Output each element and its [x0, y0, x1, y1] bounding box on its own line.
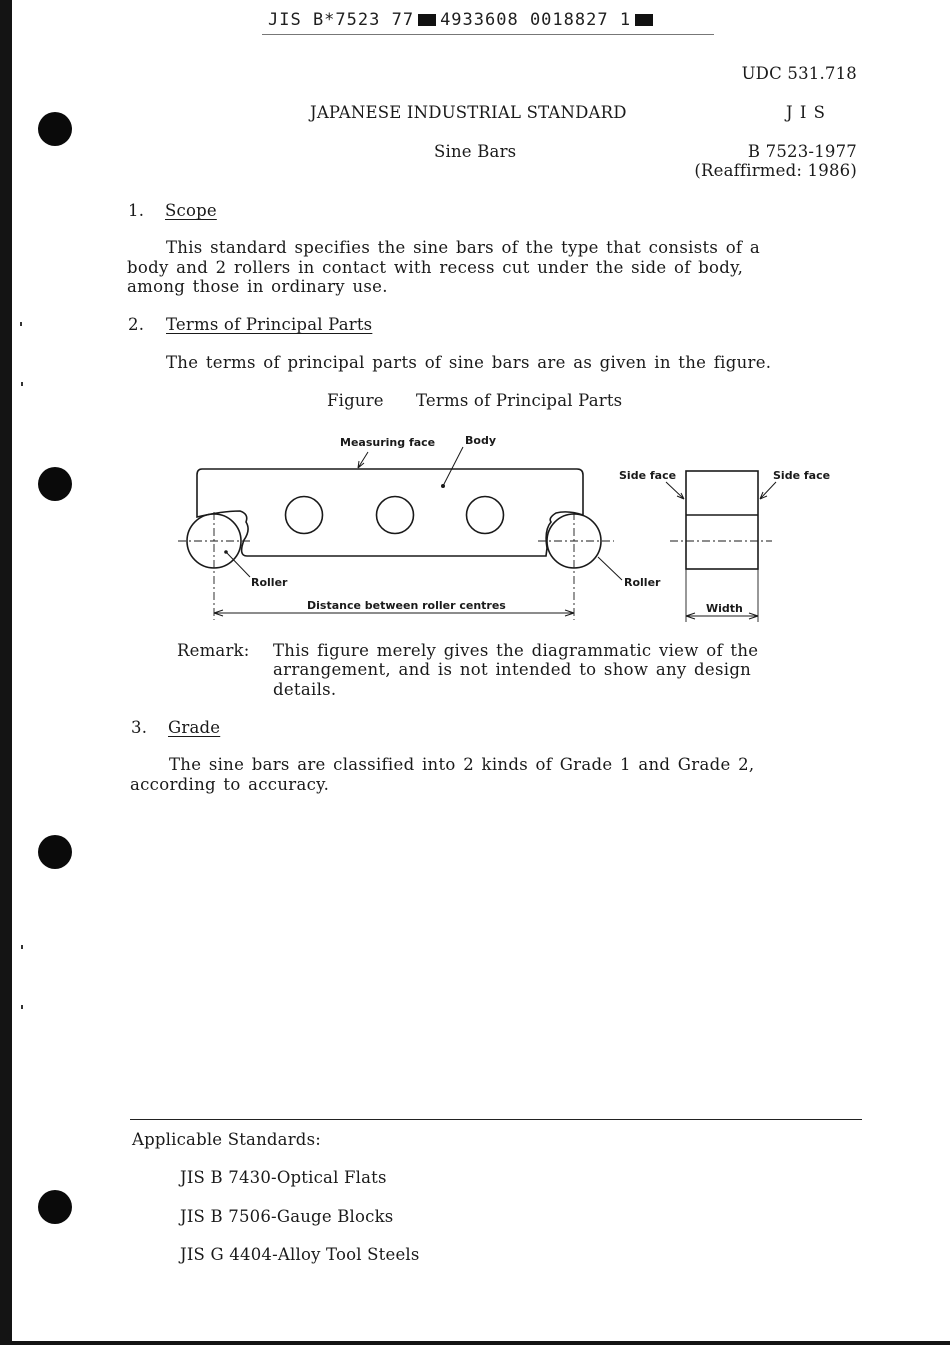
relief-hole — [377, 497, 414, 534]
remark-line-1: This figure merely gives the diagrammatic view of the — [273, 641, 759, 660]
punch-hole — [38, 1190, 72, 1224]
section-2-title: Terms of Principal Parts — [166, 315, 373, 334]
label-side-face-left: Side face — [619, 469, 677, 482]
terms-text: The terms of principal parts of sine bars are as given in the figure. — [166, 353, 772, 372]
code-part-1: JIS B*7523 77 — [268, 10, 415, 30]
label-measuring-face: Measuring face — [340, 436, 436, 449]
side-face-right-leader — [760, 482, 776, 499]
grade-line-1: The sine bars are classified into 2 kinds of Grade 1 and Grade 2, — [169, 755, 755, 774]
scope-line-1: This standard specifies the sine bars of the type that consists of a — [166, 238, 761, 257]
section-3-number: 3. — [131, 718, 148, 737]
roller-leader-dot — [224, 550, 228, 554]
section-3-title: Grade — [168, 718, 221, 737]
section-2-number: 2. — [128, 315, 145, 334]
applicable-standard-item: JIS G 4404-Alloy Tool Steels — [180, 1245, 420, 1264]
scope-line-3: among those in ordinary use. — [127, 277, 388, 296]
section-1-number: 1. — [128, 201, 145, 220]
scan-speck — [21, 1005, 23, 1009]
side-face-left-leader — [666, 482, 684, 499]
sine-bar-body — [197, 469, 583, 556]
applicable-standard-item: JIS B 7430-Optical Flats — [180, 1168, 387, 1187]
label-body: Body — [465, 434, 496, 447]
document-subject: Sine Bars — [434, 142, 517, 161]
body-leader-dot — [441, 484, 445, 488]
code-part-2: 4933608 0018827 1 — [440, 10, 632, 30]
label-roller-left: Roller — [251, 576, 288, 589]
label-roller-right: Roller — [624, 576, 661, 589]
figure-title: Terms of Principal Parts — [416, 391, 623, 410]
figure-label: Figure — [327, 391, 384, 410]
side-view-body — [686, 471, 758, 569]
remark-line-3: details. — [273, 680, 337, 699]
reaffirmed-date: (Reaffirmed: 1986) — [694, 161, 857, 180]
body-leader — [443, 447, 463, 486]
scan-speck — [21, 945, 23, 949]
jis-mark: J I S — [786, 103, 826, 122]
standard-number: B 7523-1977 — [747, 142, 857, 161]
punch-hole — [38, 835, 72, 869]
scan-bottom-edge — [0, 1341, 950, 1345]
remark-label: Remark: — [177, 641, 250, 660]
udc-number: UDC 531.718 — [741, 64, 857, 83]
scope-line-2: body and 2 rollers in contact with recess cut under the side of body, — [127, 258, 744, 277]
footer-rule — [130, 1119, 862, 1120]
remark-line-2: arrangement, and is not intended to show any design — [273, 660, 752, 679]
applicable-standards-heading: Applicable Standards: — [132, 1130, 321, 1149]
measuring-face-leader — [358, 452, 368, 468]
section-1-title: Scope — [165, 201, 217, 220]
grade-line-2: according to accuracy. — [130, 775, 330, 794]
standard-title: JAPANESE INDUSTRIAL STANDARD — [310, 103, 627, 122]
label-side-face-right: Side face — [773, 469, 831, 482]
applicable-standard-item: JIS B 7506-Gauge Blocks — [180, 1207, 394, 1226]
label-distance: Distance between roller centres — [307, 599, 506, 612]
relief-hole — [467, 497, 504, 534]
roller-right-leader — [598, 557, 622, 580]
sine-bar-diagram — [0, 0, 950, 640]
label-width: Width — [706, 602, 743, 615]
relief-hole — [286, 497, 323, 534]
